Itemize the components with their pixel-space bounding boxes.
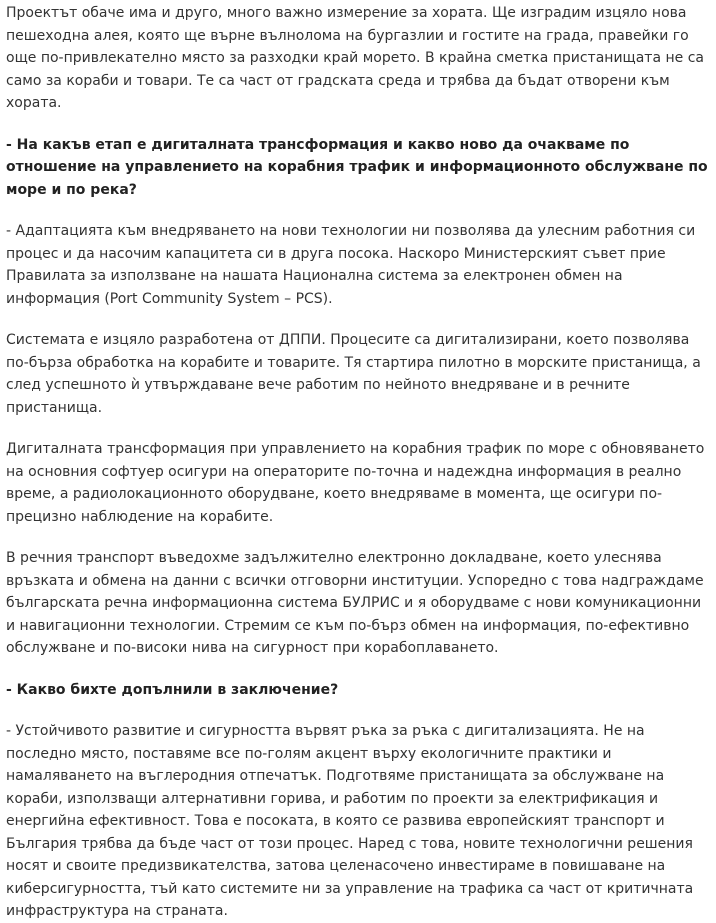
answer-paragraph-system-dppi: Системата е изцяло разработена от ДППИ. Процесите са дигитализирани, което позволява по-бърза обработка на корабите и товарите. Тя стартира пилотно в морските пристанища, а след успешното ѝ утвърждаване вече работим по нейното внедряване и в речните пристанища. (6, 332, 701, 416)
question-conclusion: - Какво бихте допълнили в заключение? (6, 681, 339, 698)
question-digital-transformation: - На какъв етап е дигиталната трансформация и какво ново да очакваме по отношение на управлението на корабния трафик и информационното обслужване по море и по река? (6, 136, 708, 198)
answer-paragraph-river-transport: В речния транспорт въведохме задължително електронно докладване, което улеснява връзката и обмена на данни с всички отговорни институции. Успоредно с това надграждаме българската речна информационна система БУЛРИС и я оборудваме с нови комуникационни и навигационни технологии. Стремим се към по-бърз обмен на информация, по-ефективно обслужване и по-високи нива на сигурност при корабоплаването. (6, 550, 704, 656)
answer-paragraph-sustainability: - Устойчивото развитие и сигурността вървят ръка за ръка с дигитализацията. Не на последно място, поставяме все по-голям акцент върху екологичните практики и намаляването на въглеродния отпечатък. Подготвяме пристанищата за обслужване на кораби, използващи алтернативни горива, и работим по проекти за електрификация и енергийна ефективност. Това е посоката, в която се развива европейският транспорт и България трябва да бъде част от този процес. Наред с това, новите технологични решения носят и своите предизвикателства, затова целенасочено инвестираме в повишаване на киберсигурността, тъй като системите ни за управление на трафика са част от критичната инфраструктура на страната. (6, 723, 694, 919)
answer-paragraph-pcs: - Адаптацията към внедряването на нови технологии ни позволява да улесним работния си процес и да насочим капацитета си в друга посока. Наскоро Министерският съвет прие Правилата за използване на нашата Национална система за електронен обмен на информация (Port Community System – PCS). (6, 223, 696, 307)
answer-paragraph-pedestrian-alley: Проектът обаче има и друго, много важно измерение за хората. Ще изградим изцяло нова пешеходна алея, която ще върне вълнолома на бургазлии и гостите на града, правейки го още по-привлекателно място за разходки край морето. В крайна сметка пристанищата не са само за кораби и товари. Те са част от градската среда и трябва да бъдат отворени към хората. (6, 5, 704, 111)
answer-paragraph-sea-traffic: Дигиталната трансформация при управлението на корабния трафик по море с обновяването на основния софтуер осигури на операторите по-точна и надеждна информация в реално време, а радиолокационното оборудване, което внедряваме в момента, ще осигури по-прецизно наблюдение на корабите. (6, 441, 705, 525)
